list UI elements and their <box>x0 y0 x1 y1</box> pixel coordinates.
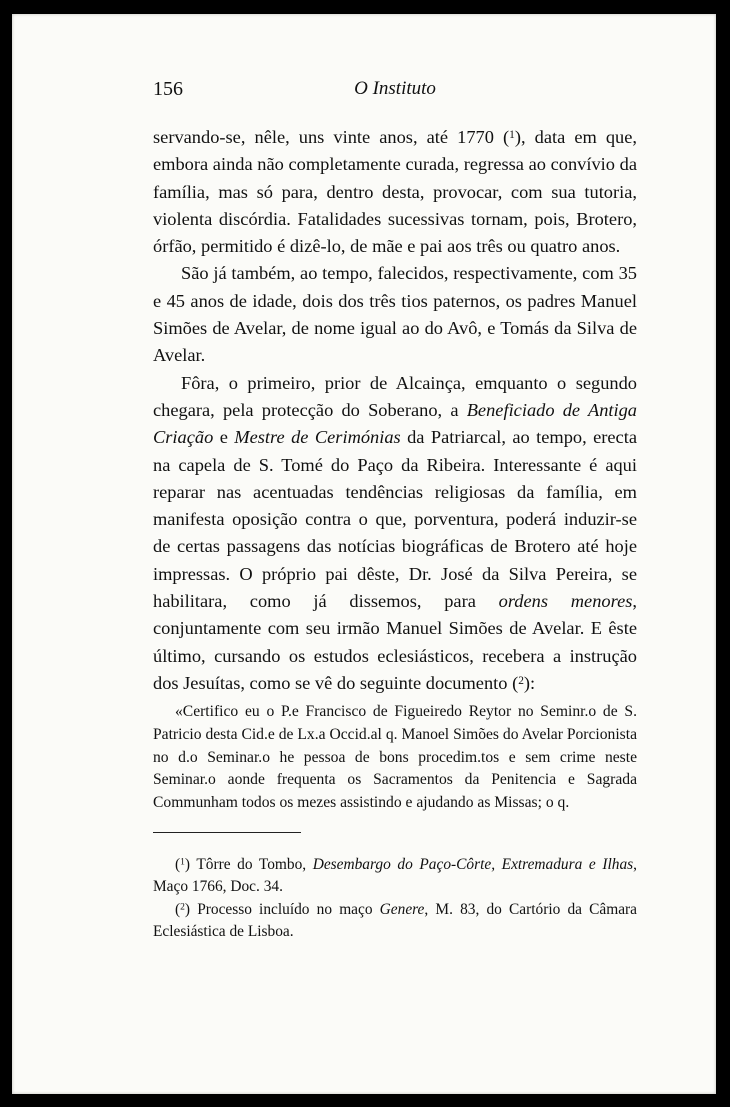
paragraph-3-text-b: e <box>213 427 235 448</box>
footnote-2: ($^2$) Processo incluído no maço Genere, M. 83, do Cartório da Câmara Eclesiástica de Lisboa. <box>153 900 637 941</box>
paragraph-3-text-d: , conjuntamente com seu irmão Manuel Simões de Avelar. E êste último, cursando os estudos eclesiásticos, recebera a instrução dos Jesuítas, como se vê do seguinte documento ( <box>153 591 637 693</box>
italic-term-beneficiado: Beneficiado de Antiga Criação <box>153 399 638 448</box>
italic-term-mestre: Mestre de Cerimónias <box>234 427 401 448</box>
page-sheet <box>12 14 716 1094</box>
running-title: O Instituto <box>354 78 436 99</box>
page-number: 156 <box>153 78 183 100</box>
body-text <box>153 124 637 697</box>
paragraph-2: São já também, ao tempo, falecidos, respectivamente, com 35 e 45 anos de idade, dois dos três tios paternos, os padres Manuel Simões de Avelar, de nome igual ao do Avô, e Tomás da Silva de Avelar. <box>153 263 637 366</box>
footnote-2-mark: 2 <box>180 901 185 913</box>
paragraph-3-text-c: da Patriarcal, ao tempo, erecta na capela de S. Tomé do Paço da Ribeira. Interessante é aqui reparar nas acentuadas tendências religiosas da família, em manifesta oposição contra o que, porventura, poderá induzir-se de certas passagens das notícias biográficas de Brotero até hoje impressas. O próprio pai dêste, Dr. José da Silva Pereira, se habilitara, como já dissemos, para <box>153 427 637 612</box>
footnote-1-text-b: , Maço 1766, Doc. 34. <box>153 856 637 896</box>
paragraph-3-text-a: Fôra, o primeiro, prior de Alcainça, emquanto o segundo chegara, pela protecção do Soberano, a <box>153 372 637 420</box>
italic-term-ordens: ordens menores <box>498 591 633 612</box>
paragraph-1-text-b: ), data em que, embora ainda não completamente curada, regressa ao convívio da família, mas só para, dentro desta, provocar, com sua tutoria, violenta discórdia. Fatalidades sucessivas tornam, pois, Brotero, órfão, permitido é dizê-lo, de mãe e pai aos três ou quatro anos. <box>153 127 638 257</box>
paragraph-3-text-e: ): <box>523 672 536 693</box>
page-header <box>153 78 637 102</box>
footnote-1-text-a: Tôrre do Tombo, <box>190 856 313 873</box>
quoted-document: «Certifico eu o P.e Francisco de Figueiredo Reytor no Seminr.o de S. Patricio desta Cid.e de Lx.a Occid.al q. Manoel Simões do Avelar Porcionista no d.o Seminar.o he pessoa de bons procedim.tos e sem crime neste Seminar.o aonde frequenta os Sacramentos da Penitencia e Sagrada Communham todos os mezes assistindo e ajudando as Missas; o q. <box>153 703 637 812</box>
paragraph-3 <box>153 370 637 698</box>
footnote-1-mark: 1 <box>180 856 185 868</box>
footnote-1-source: Desembargo do Paço-Côrte, Extremadura e Ilhas <box>312 856 634 873</box>
footnotes <box>153 854 637 944</box>
footnote-ref-2: 2 <box>518 674 524 687</box>
paragraph-1-text-a: servando-se, nêle, uns vinte anos, até 1770 ( <box>153 127 510 147</box>
footnote-ref-1: 1 <box>509 128 515 141</box>
footnote-rule <box>153 832 301 833</box>
footnote-2-source: Genere <box>379 900 425 918</box>
paragraph-1 <box>153 124 637 260</box>
footnote-2-text-a: Processo incluído no maço <box>190 900 380 918</box>
footnote-2-text-b: , M. 83, do Cartório da Câmara Eclesiástica de Lisboa. <box>153 900 637 941</box>
footnote-1: ($^1$) Tôrre do Tombo, Desembargo do Paço-Côrte, Extremadura e Ilhas, Maço 1766, Doc. 34. <box>153 856 637 896</box>
